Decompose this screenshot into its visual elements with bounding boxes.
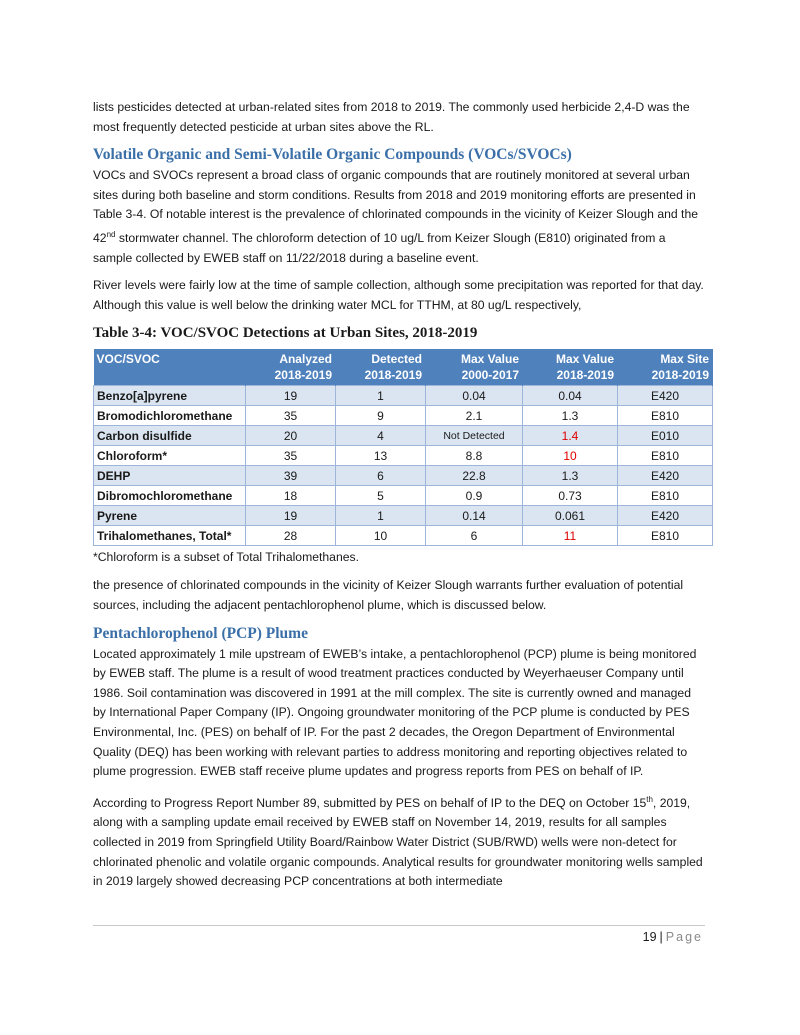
max-2018-2019-cell: 1.4: [523, 426, 618, 446]
table-row: [94, 526, 713, 546]
analyzed-cell: 39: [246, 466, 336, 486]
compound-cell: Pyrene: [94, 506, 246, 526]
table-row: [94, 406, 713, 426]
max-2000-2017-cell: 0.14: [426, 506, 523, 526]
max-2000-2017-cell: Not Detected: [426, 426, 523, 446]
table-row: [94, 506, 713, 526]
table-header-row: [94, 349, 713, 386]
max-2018-2019-cell: 1.3: [523, 406, 618, 426]
document-page: [93, 98, 709, 900]
detected-cell: 9: [336, 406, 426, 426]
table-row: [94, 446, 713, 466]
intro-paragraph: lists pesticides detected at urban-related sites from 2018 to 2019. The commonly used herbicide 2,4-D was the most frequently detected pesticide at urban sites above the RL.: [93, 100, 690, 134]
pcp-section-heading: Pentachlorophenol (PCP) Plume: [93, 624, 308, 642]
page-word: Page: [665, 930, 703, 944]
table-row: [94, 386, 713, 406]
max-site-cell: E420: [618, 386, 713, 406]
compound-cell: Benzo[a]pyrene: [94, 386, 246, 406]
detected-cell: 5: [336, 486, 426, 506]
detected-cell: 13: [336, 446, 426, 466]
max-2000-2017-cell: 8.8: [426, 446, 523, 466]
compound-cell: Bromodichloromethane: [94, 406, 246, 426]
analyzed-cell: 18: [246, 486, 336, 506]
header-analyzed: [246, 349, 336, 386]
voc-paragraph-1-part-a: VOCs and SVOCs represent a broad class of organic compounds that are routinely monitored at several urban sites during both baseline and storm conditions. Results from 2018 and 2019 monitoring efforts are presented in Table 3-4. Of notable interest is the prevalence of chlorinated compounds in the vicinity of Keizer Slough and the 42: [93, 168, 698, 246]
max-site-cell: E810: [618, 486, 713, 506]
voc-paragraph-1-part-b: stormwater channel. The chloroform detection of 10 ug/L from Keizer Slough (E810) originated from a sample collected by EWEB staff on 11/22/2018 during a baseline event.: [93, 231, 666, 265]
detected-cell: 4: [336, 426, 426, 446]
compound-cell: Chloroform*: [94, 446, 246, 466]
table-row: [94, 426, 713, 446]
header-voc-svoc-label: VOC/SVOC: [96, 352, 160, 367]
max-site-cell: E810: [618, 526, 713, 546]
page-footer: [643, 930, 703, 944]
pcp-paragraph-2: [93, 790, 705, 892]
footer-divider: [93, 925, 705, 926]
table-row: [94, 466, 713, 486]
pcp-paragraph-2-part-a: According to Progress Report Number 89, submitted by PES on behalf of IP to the DEQ on October 15: [93, 795, 647, 810]
max-site-cell: E420: [618, 466, 713, 486]
detected-cell: 10: [336, 526, 426, 546]
detected-cell: 1: [336, 386, 426, 406]
max-site-cell: E010: [618, 426, 713, 446]
superscript-nd: nd: [106, 229, 116, 239]
voc-section-heading: Volatile Organic and Semi-Volatile Organic Compounds (VOCs/SVOCs): [93, 146, 572, 164]
max-2000-2017-cell: 2.1: [426, 406, 523, 426]
max-2000-2017-cell: 22.8: [426, 466, 523, 486]
header-max-2000-2017: [426, 349, 523, 386]
max-2018-2019-cell: 0.04: [523, 386, 618, 406]
header-max-2018-2019-label: Max Value 2018-2019: [555, 352, 614, 383]
superscript-th: th: [646, 794, 653, 804]
detected-cell: 1: [336, 506, 426, 526]
header-max-2000-2017-label: Max Value 2000-2017: [460, 352, 519, 383]
header-max-2018-2019: [523, 349, 618, 386]
compound-cell: Trihalomethanes, Total*: [94, 526, 246, 546]
max-site-cell: E420: [618, 506, 713, 526]
analyzed-cell: 19: [246, 386, 336, 406]
pcp-paragraph-1: Located approximately 1 mile upstream of EWEB’s intake, a pentachlorophenol (PCP) plume is being monitored by EWEB staff. The plume is a result of wood treatment practices conducted by Weyerhaeuser Company until 1986. Soil contamination was discovered in 1991 at the mill complex. The site is currently owned and managed by International Paper Company (IP). Ongoing groundwater monitoring of the PCP plume is conducted by PES Environmental, Inc. (PES) on behalf of IP. For the past 2 decades, the Oregon Department of Environmental Quality (DEQ) has been working with relevant parties to address monitoring and reporting objectives related to plume progression. EWEB staff receive plume updates and progress reports from PES on behalf of IP.: [93, 646, 697, 779]
compound-cell: DEHP: [94, 466, 246, 486]
max-2018-2019-cell: 11: [523, 526, 618, 546]
analyzed-cell: 20: [246, 426, 336, 446]
voc-svoc-table: [93, 349, 713, 546]
analyzed-cell: 19: [246, 506, 336, 526]
voc-paragraph-1: [93, 166, 705, 268]
pcp-paragraph-2-part-b: , 2019, along with a sampling update email received by EWEB staff on November 14, 2019, results for all samples collected in 2019 from Springfield Utility Board/Rainbow Water District (SUB/RWD) wells were non-detect for chlorinated phenolic and volatile organic compounds. Analytical results for groundwater monitoring wells sampled in 2019 largely showed decreasing PCP concentrations at both intermediate: [93, 795, 703, 889]
max-2018-2019-cell: 10: [523, 446, 618, 466]
max-2018-2019-cell: 0.061: [523, 506, 618, 526]
detected-cell: 6: [336, 466, 426, 486]
after-table-paragraph: the presence of chlorinated compounds in the vicinity of Keizer Slough warrants further evaluation of potential sources, including the adjacent pentachlorophenol plume, which is discussed below.: [93, 578, 684, 612]
header-analyzed-label: Analyzed 2018-2019: [274, 352, 332, 383]
header-voc-svoc: [94, 349, 246, 386]
analyzed-cell: 35: [246, 406, 336, 426]
max-2018-2019-cell: 1.3: [523, 466, 618, 486]
table-row: [94, 486, 713, 506]
max-2018-2019-cell: 0.73: [523, 486, 618, 506]
max-2000-2017-cell: 0.9: [426, 486, 523, 506]
footer-separator: |: [659, 930, 663, 944]
voc-paragraph-2: River levels were fairly low at the time of sample collection, although some precipitation was reported for that day. Although this value is well below the drinking water MCL for TTHM, at 80 ug/L respectively,: [93, 278, 704, 312]
header-detected-label: Detected 2018-2019: [364, 352, 422, 383]
header-max-site-label: Max Site 2018-2019: [651, 352, 709, 383]
max-site-cell: E810: [618, 446, 713, 466]
compound-cell: Dibromochloromethane: [94, 486, 246, 506]
compound-cell: Carbon disulfide: [94, 426, 246, 446]
table-body: [94, 386, 713, 546]
max-site-cell: E810: [618, 406, 713, 426]
max-2000-2017-cell: 0.04: [426, 386, 523, 406]
analyzed-cell: 35: [246, 446, 336, 466]
analyzed-cell: 28: [246, 526, 336, 546]
header-detected: [336, 349, 426, 386]
page-number: 19: [642, 930, 657, 944]
max-2000-2017-cell: 6: [426, 526, 523, 546]
table-caption: Table 3-4: VOC/SVOC Detections at Urban Sites, 2018-2019: [93, 325, 478, 342]
table-footnote: *Chloroform is a subset of Total Trihalomethanes.: [93, 550, 359, 565]
header-max-site: [618, 349, 713, 386]
